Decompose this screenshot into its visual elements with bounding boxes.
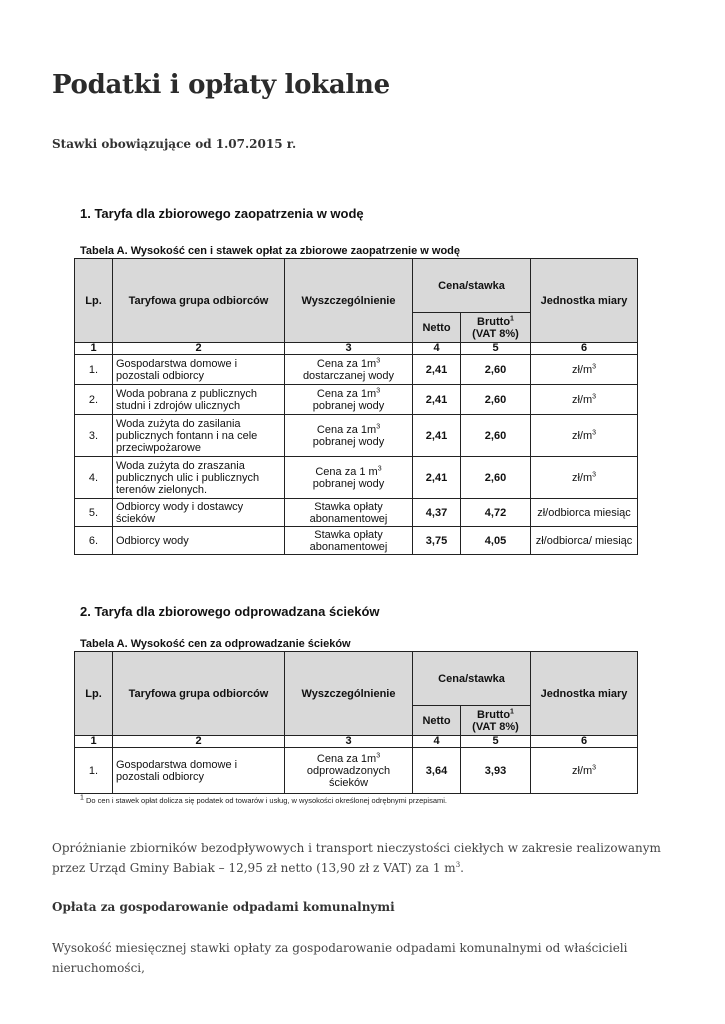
col-number: 4	[413, 736, 461, 748]
col-number: 5	[461, 343, 531, 355]
row-spec: Cena za $1m^3$ odprowadzonych ścieków	[285, 748, 413, 794]
row-lp: 1.	[75, 355, 113, 385]
row-brutto: 4,05	[461, 527, 531, 555]
row-brutto: 4,72	[461, 499, 531, 527]
row-unit: zł/odbiorca/ miesiąc	[531, 527, 638, 555]
col-number: 1	[75, 736, 113, 748]
row-spec: Cena za $1m^3$ pobranej wody	[285, 385, 413, 415]
row-netto: 4,37	[413, 499, 461, 527]
header-unit: Jednostka miary	[531, 652, 638, 736]
header-spec: Wyszczególnienie	[285, 259, 413, 343]
section-title: 1. Taryfa dla zbiorowego zaopatrzenia w wodę	[80, 206, 364, 221]
row-brutto: 2,60	[461, 457, 531, 499]
header-spec: Wyszczególnienie	[285, 652, 413, 736]
brutto-label: Brutto	[477, 315, 511, 328]
row-unit: $zł/m^3$	[531, 385, 638, 415]
sewage-tariff-table	[74, 651, 638, 794]
vat-label: (VAT 8%)	[472, 720, 519, 733]
row-spec: Cena za $1m^3$ dostarczanej wody	[285, 355, 413, 385]
row-lp: 5.	[75, 499, 113, 527]
row-group: Woda zużyta do zraszania publicznych ulic i publicznych terenów zielonych.	[113, 457, 285, 499]
row-spec: Cena za $1m^3$ pobranej wody	[285, 415, 413, 457]
row-unit: $zł/m^3$	[531, 457, 638, 499]
row-netto: 2,41	[413, 457, 461, 499]
sewage-tariff-scan	[72, 598, 637, 813]
row-group: Woda pobrana z publicznych studni i zdrojów ulicznych	[113, 385, 285, 415]
row-group: Odbiorcy wody	[113, 527, 285, 555]
effective-date-subtitle: Stawki obowiązujące od 1.07.2015 r.	[52, 137, 297, 151]
col-number: 4	[413, 343, 461, 355]
row-lp: 4.	[75, 457, 113, 499]
row-spec: Stawka opłaty abonamentowej	[285, 499, 413, 527]
brutto-sup: 1	[510, 707, 514, 715]
col-number: 3	[285, 343, 413, 355]
table-row	[75, 415, 638, 457]
row-group: Gospodarstwa domowe i pozostali odbiorcy	[113, 355, 285, 385]
col-number: 6	[531, 343, 638, 355]
col-number: 5	[461, 736, 531, 748]
header-price: Cena/stawka	[413, 259, 531, 313]
row-brutto: 2,60	[461, 385, 531, 415]
col-number: 6	[531, 736, 638, 748]
table-row	[75, 499, 638, 527]
footnote: $^1$ Do cen i stawek opłat dolicza się podatek od towarów i usług, w wysokości określonej odrębnymi przepisami.	[80, 794, 448, 805]
table-row	[75, 385, 638, 415]
waste-fee-heading: Opłata za gospodarowanie odpadami komunalnymi	[52, 900, 395, 914]
row-netto: 2,41	[413, 355, 461, 385]
col-number: 3	[285, 736, 413, 748]
header-brutto	[461, 706, 531, 736]
row-brutto: 3,93	[461, 748, 531, 794]
header-lp: Lp.	[75, 652, 113, 736]
row-lp: 2.	[75, 385, 113, 415]
water-tariff-scan	[72, 200, 637, 565]
septic-transport-paragraph: Opróżnianie zbiorników bezodpływowych i transport nieczystości ciekłych w zakresie realizowanym przez Urząd Gminy Babiak – 12,95 zł netto (13,90 zł z VAT) za 1 $m^3$.	[52, 841, 661, 875]
waste-fee-paragraph: Wysokość miesięcznej stawki opłaty za gospodarowanie odpadami komunalnymi od właścicieli nieruchomości,	[52, 941, 628, 975]
row-lp: 6.	[75, 527, 113, 555]
water-tariff-table	[74, 258, 638, 555]
header-netto: Netto	[413, 706, 461, 736]
row-group: Odbiorcy wody i dostawcy ścieków	[113, 499, 285, 527]
table-row	[75, 355, 638, 385]
row-unit: $zł/m^3$	[531, 355, 638, 385]
brutto-sup: 1	[510, 314, 514, 322]
vat-label: (VAT 8%)	[472, 327, 519, 340]
row-netto: 3,64	[413, 748, 461, 794]
row-lp: 3.	[75, 415, 113, 457]
row-brutto: 2,60	[461, 355, 531, 385]
row-unit: zł/odbiorca miesiąc	[531, 499, 638, 527]
row-spec: Cena za 1 $m^3$ pobranej wody	[285, 457, 413, 499]
row-netto: 2,41	[413, 415, 461, 457]
row-netto: 3,75	[413, 527, 461, 555]
col-number: 1	[75, 343, 113, 355]
row-unit: $zł/m^3$	[531, 415, 638, 457]
header-group: Taryfowa grupa odbiorców	[113, 652, 285, 736]
table-row	[75, 457, 638, 499]
row-group: Woda zużyta do zasilania publicznych fontann i na cele przeciwpożarowe	[113, 415, 285, 457]
header-price: Cena/stawka	[413, 652, 531, 706]
page-title: Podatki i opłaty lokalne	[52, 70, 390, 100]
brutto-label: Brutto	[477, 708, 511, 721]
table-title: Tabela A. Wysokość cen za odprowadzanie ścieków	[80, 638, 351, 650]
row-brutto: 2,60	[461, 415, 531, 457]
table-row	[75, 748, 638, 794]
header-group: Taryfowa grupa odbiorców	[113, 259, 285, 343]
header-unit: Jednostka miary	[531, 259, 638, 343]
header-netto: Netto	[413, 313, 461, 343]
row-group: Gospodarstwa domowe i pozostali odbiorcy	[113, 748, 285, 794]
section-title: 2. Taryfa dla zbiorowego odprowadzana ścieków	[80, 604, 380, 619]
table-row	[75, 527, 638, 555]
header-lp: Lp.	[75, 259, 113, 343]
col-number: 2	[113, 736, 285, 748]
col-number: 2	[113, 343, 285, 355]
table-title: Tabela A. Wysokość cen i stawek opłat za zbiorowe zaopatrzenie w wodę	[80, 245, 461, 257]
row-lp: 1.	[75, 748, 113, 794]
row-spec: Stawka opłaty abonamentowej	[285, 527, 413, 555]
header-brutto	[461, 313, 531, 343]
row-netto: 2,41	[413, 385, 461, 415]
row-unit: $zł/m^3$	[531, 748, 638, 794]
